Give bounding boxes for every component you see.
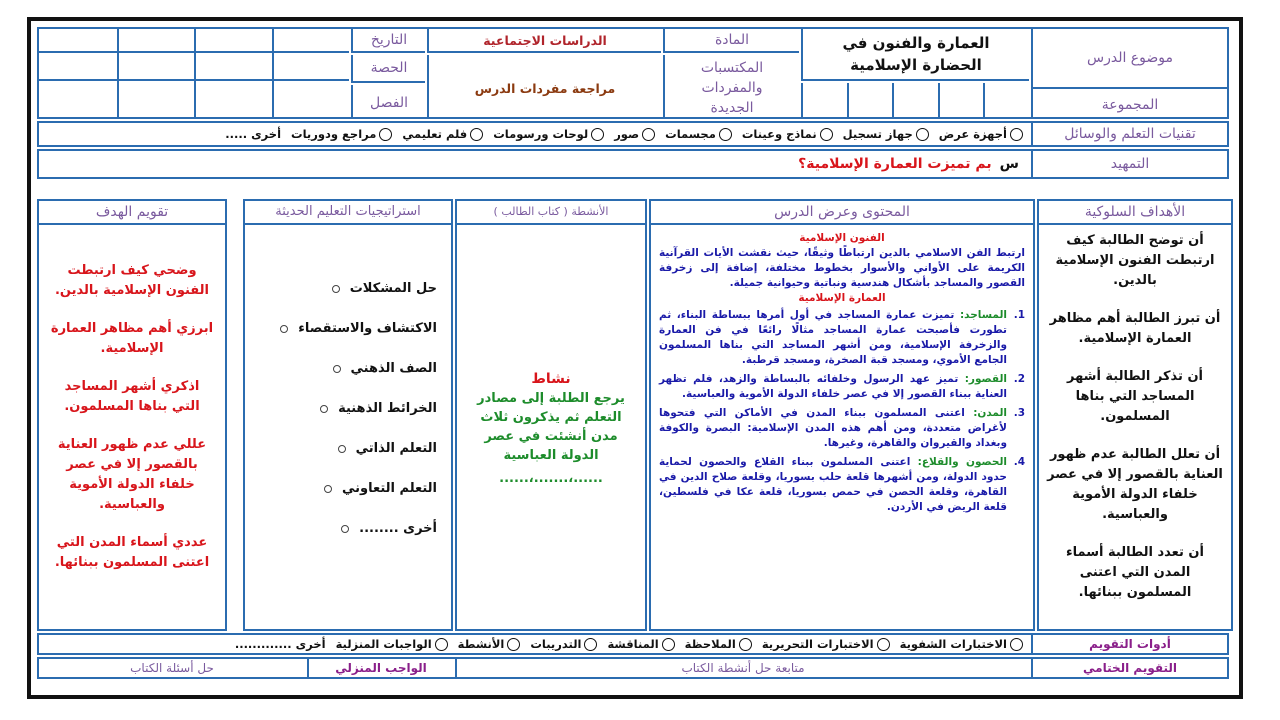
strategies-header: استراتيجيات التعليم الحديثة xyxy=(245,201,451,225)
objective-item: أن تعلل الطالبة عدم ظهور العناية بالقصور إلا في عصر خلفاء الدولة الأموية والعباسية. xyxy=(1047,447,1223,522)
strategy-item[interactable]: الخرائط الذهنية xyxy=(245,401,437,441)
assessment-item: وضحي كيف ارتبطت الفنون الإسلامية بالدين. xyxy=(54,263,209,298)
eval-option[interactable]: الاختبارات الشفوية xyxy=(900,637,1023,651)
eval-option[interactable]: التدريبات xyxy=(530,637,597,651)
tech-option[interactable]: مجسمات xyxy=(665,127,732,141)
radio-icon xyxy=(820,128,833,141)
homework-label: الواجب المنزلي xyxy=(307,659,453,677)
lesson-topic-label: موضوع الدرس xyxy=(1031,29,1227,89)
subject-value: الدراسات الاجتماعية xyxy=(427,29,661,53)
new-vocab-label: المكتسبات والمفردات الجديدة xyxy=(663,55,799,119)
radio-icon xyxy=(1010,638,1023,651)
group-cell xyxy=(938,83,984,119)
assessment-header: تقويم الهدف xyxy=(39,201,225,225)
radio-icon xyxy=(435,638,448,651)
radio-icon xyxy=(341,525,349,533)
homework-value: حل أسئلة الكتاب xyxy=(130,661,214,675)
grid-cell xyxy=(39,29,117,53)
radio-icon xyxy=(584,638,597,651)
radio-icon xyxy=(379,128,392,141)
eval-tools-row xyxy=(37,633,1229,655)
grid-cell xyxy=(117,81,195,117)
group-cell xyxy=(803,83,847,119)
objectives-panel xyxy=(1037,199,1233,631)
tech-row xyxy=(37,121,1229,147)
lesson-topic-value: العمارة والفنون في الحضارة الإسلامية xyxy=(801,29,1029,81)
eval-option[interactable]: المناقشة xyxy=(607,637,674,651)
grid-cell xyxy=(272,53,350,81)
lesson-plan-frame xyxy=(27,17,1243,699)
eval-tools-options xyxy=(43,635,1023,653)
arts-title: الفنون الإسلامية xyxy=(799,232,885,244)
content-item: 2. القصور: تميز عهد الرسول وخلفائه بالبساطة والزهد، فلم تظهر العناية ببناء القصور إلا في عصر خلفاء الدولة الأموية والعباسية. xyxy=(659,373,1025,400)
strategy-item[interactable]: الاكتشاف والاستقصاء xyxy=(245,321,437,361)
grid-cell xyxy=(117,29,195,53)
new-vocab-value: مراجعة مفردات الدرس xyxy=(427,55,661,119)
class-label: الفصل xyxy=(351,85,425,119)
eval-tools-label: أدوات التقويم xyxy=(1031,635,1227,653)
final-followup: متابعة حل أنشطة الكتاب xyxy=(455,659,1029,677)
content-item: 4. الحصون والقلاع: اعتنى المسلمون ببناء القلاع والحصون لحماية حدود الدولة، ومن أشهرها قلعة حلب بسوريا، وقلعة صلاح الدين في القاهرة، وقلعة الحصن في حمص بسوريا، قلعة عكا في فلسطين، قلعة الريض في الأردن. xyxy=(659,456,1025,513)
assessment-item: ابرزي أهم مظاهر العمارة الإسلامية. xyxy=(50,321,214,356)
strategy-item[interactable]: أخرى ........ xyxy=(245,521,437,561)
tech-option[interactable]: صور xyxy=(614,127,655,141)
subject-label: المادة xyxy=(663,29,799,53)
grid-cell xyxy=(272,29,350,53)
radio-icon xyxy=(662,638,675,651)
grid-cell xyxy=(117,53,195,81)
tech-label: تقنيات التعلم والوسائل xyxy=(1031,123,1227,145)
strategy-item[interactable]: التعلم التعاوني xyxy=(245,481,437,521)
date-label: التاريخ xyxy=(351,29,425,53)
radio-icon xyxy=(719,128,732,141)
grid-cell xyxy=(39,81,117,117)
radio-icon xyxy=(1010,128,1023,141)
date-grid xyxy=(39,29,349,119)
arts-text: ارتبط الفن الاسلامي بالدين ارتباطًا وثيقًا، حيث نقشت الأيات القرآنية الكريمة على الأواني والأسوار بخطوط مختلفة، إضافة إلى زخرفة القصور والمساجد بأشكال هندسية ونباتية وحيوانية جميلة. xyxy=(659,247,1025,289)
group-cell xyxy=(983,83,1029,119)
strategy-item[interactable]: التعلم الذاتي xyxy=(245,441,437,481)
intro-label: التمهيد xyxy=(1031,151,1227,177)
tech-option[interactable]: نماذج وعينات xyxy=(742,127,833,141)
intro-prefix: س xyxy=(999,156,1019,172)
group-cell xyxy=(892,83,938,119)
activities-header: الأنشطة ( كتاب الطالب ) xyxy=(457,201,645,225)
eval-option[interactable]: الاختبارات التحريرية xyxy=(762,637,890,651)
grid-cell xyxy=(194,53,272,81)
final-label: التقويم الختامي xyxy=(1031,659,1227,677)
activity-body xyxy=(457,227,645,629)
radio-icon xyxy=(507,638,520,651)
activity-blanks: ......،.......،...... xyxy=(499,470,603,486)
tech-option[interactable]: مراجع ودوريات xyxy=(291,127,392,141)
strategies-panel xyxy=(243,199,453,631)
radio-icon xyxy=(333,365,341,373)
assessment-item: اذكري أشهر المساجد التي بناها المسلمون. xyxy=(64,379,200,414)
radio-icon xyxy=(591,128,604,141)
eval-option[interactable]: أخرى ............. xyxy=(234,637,326,651)
grid-cell xyxy=(194,81,272,117)
activities-panel xyxy=(455,199,647,631)
group-cell xyxy=(847,83,893,119)
assessment-panel xyxy=(37,199,227,631)
intro-row xyxy=(37,149,1229,179)
grid-cell xyxy=(272,81,350,117)
radio-icon xyxy=(877,638,890,651)
assessment-item: عللي عدم ظهور العناية بالقصور إلا في عصر خلفاء الدولة الأموية والعباسية. xyxy=(57,437,207,512)
activity-text: يرجع الطلبة إلى مصادر التعلم ثم يذكرون ثلاث مدن أنشئت في عصر الدولة العباسية xyxy=(477,390,625,463)
strategies-list xyxy=(245,227,451,629)
lesson-plan-inner xyxy=(37,27,1233,689)
grid-cell xyxy=(194,29,272,53)
radio-icon xyxy=(338,445,346,453)
objectives-list xyxy=(1039,227,1231,629)
eval-option[interactable]: الملاحظة xyxy=(685,637,752,651)
radio-icon xyxy=(332,285,340,293)
tech-option[interactable]: أجهزة عرض xyxy=(939,127,1023,141)
radio-icon xyxy=(642,128,655,141)
content-header: المحتوى وعرض الدرس xyxy=(651,201,1033,225)
objective-item: أن تعدد الطالبة أسماء المدن التي اعتنى المسلمون ببنائها. xyxy=(1066,545,1204,600)
tech-option[interactable]: فلم تعليمي xyxy=(402,127,483,141)
content-item: 1. المساجد: تميزت عمارة المساجد في أول أمرها ببساطة البناء، ثم تطورت فأصبحت عمارة المساجد مثالًا رائعًا في فن العمارة والزخرفة الإسلامية، ومن أشهر المساجد التي بناها المسلمون الجامع الأموي، ومسجد قبة الصخرة، ومسجد قرطبة. xyxy=(659,309,1025,366)
objective-item: أن تذكر الطالبة أشهر المساجد التي بناها المسلمون. xyxy=(1066,369,1204,424)
tech-option[interactable]: لوحات ورسومات xyxy=(493,127,604,141)
radio-icon xyxy=(739,638,752,651)
content-item: 3. المدن: اعتنى المسلمون ببناء المدن في الأماكن التي فتحوها لأغراض متعددة، ومن أهم هذه المدن الإسلامية: البصرة والكوفة وبغداد والقيروان والقاهرة، وغيرها. xyxy=(659,407,1025,449)
group-label: المجموعة xyxy=(1031,89,1227,119)
assessment-item: عددي أسماء المدن التي اعتنى المسلمون ببنائها. xyxy=(54,535,210,570)
radio-icon xyxy=(280,325,288,333)
tech-option[interactable]: جهاز تسجيل xyxy=(843,127,929,141)
radio-icon xyxy=(320,405,328,413)
objectives-header: الأهداف السلوكية xyxy=(1039,201,1231,225)
intro-question xyxy=(798,151,1019,177)
radio-icon xyxy=(470,128,483,141)
arch-title: العمارة الإسلامية xyxy=(798,292,886,304)
intro-question-text: بم تميزت العمارة الإسلامية؟ xyxy=(798,156,992,172)
final-row xyxy=(37,657,1229,679)
assessment-list xyxy=(39,227,225,629)
strategy-item[interactable]: حل المشكلات xyxy=(245,281,437,321)
group-cells xyxy=(801,83,1029,119)
objective-item: أن توضح الطالبة كيف ارتبطت الفنون الإسلامية بالدين. xyxy=(1055,233,1215,288)
eval-option[interactable]: الواجبات المنزلية xyxy=(336,637,448,651)
activity-title: نشاط xyxy=(531,370,571,387)
tech-option[interactable]: أخرى ..... xyxy=(225,127,282,141)
objective-item: أن تبرز الطالبة أهم مظاهر العمارة الإسلامية. xyxy=(1049,311,1221,346)
content-panel xyxy=(649,199,1035,631)
tech-options xyxy=(43,123,1023,145)
eval-option[interactable]: الأنشطة xyxy=(458,637,521,651)
period-label: الحصة xyxy=(351,55,425,83)
radio-icon xyxy=(324,485,332,493)
strategy-item[interactable]: الصف الذهني xyxy=(245,361,437,401)
grid-cell xyxy=(39,53,117,81)
header-block xyxy=(37,27,1229,119)
radio-icon xyxy=(916,128,929,141)
content-body xyxy=(651,227,1033,629)
